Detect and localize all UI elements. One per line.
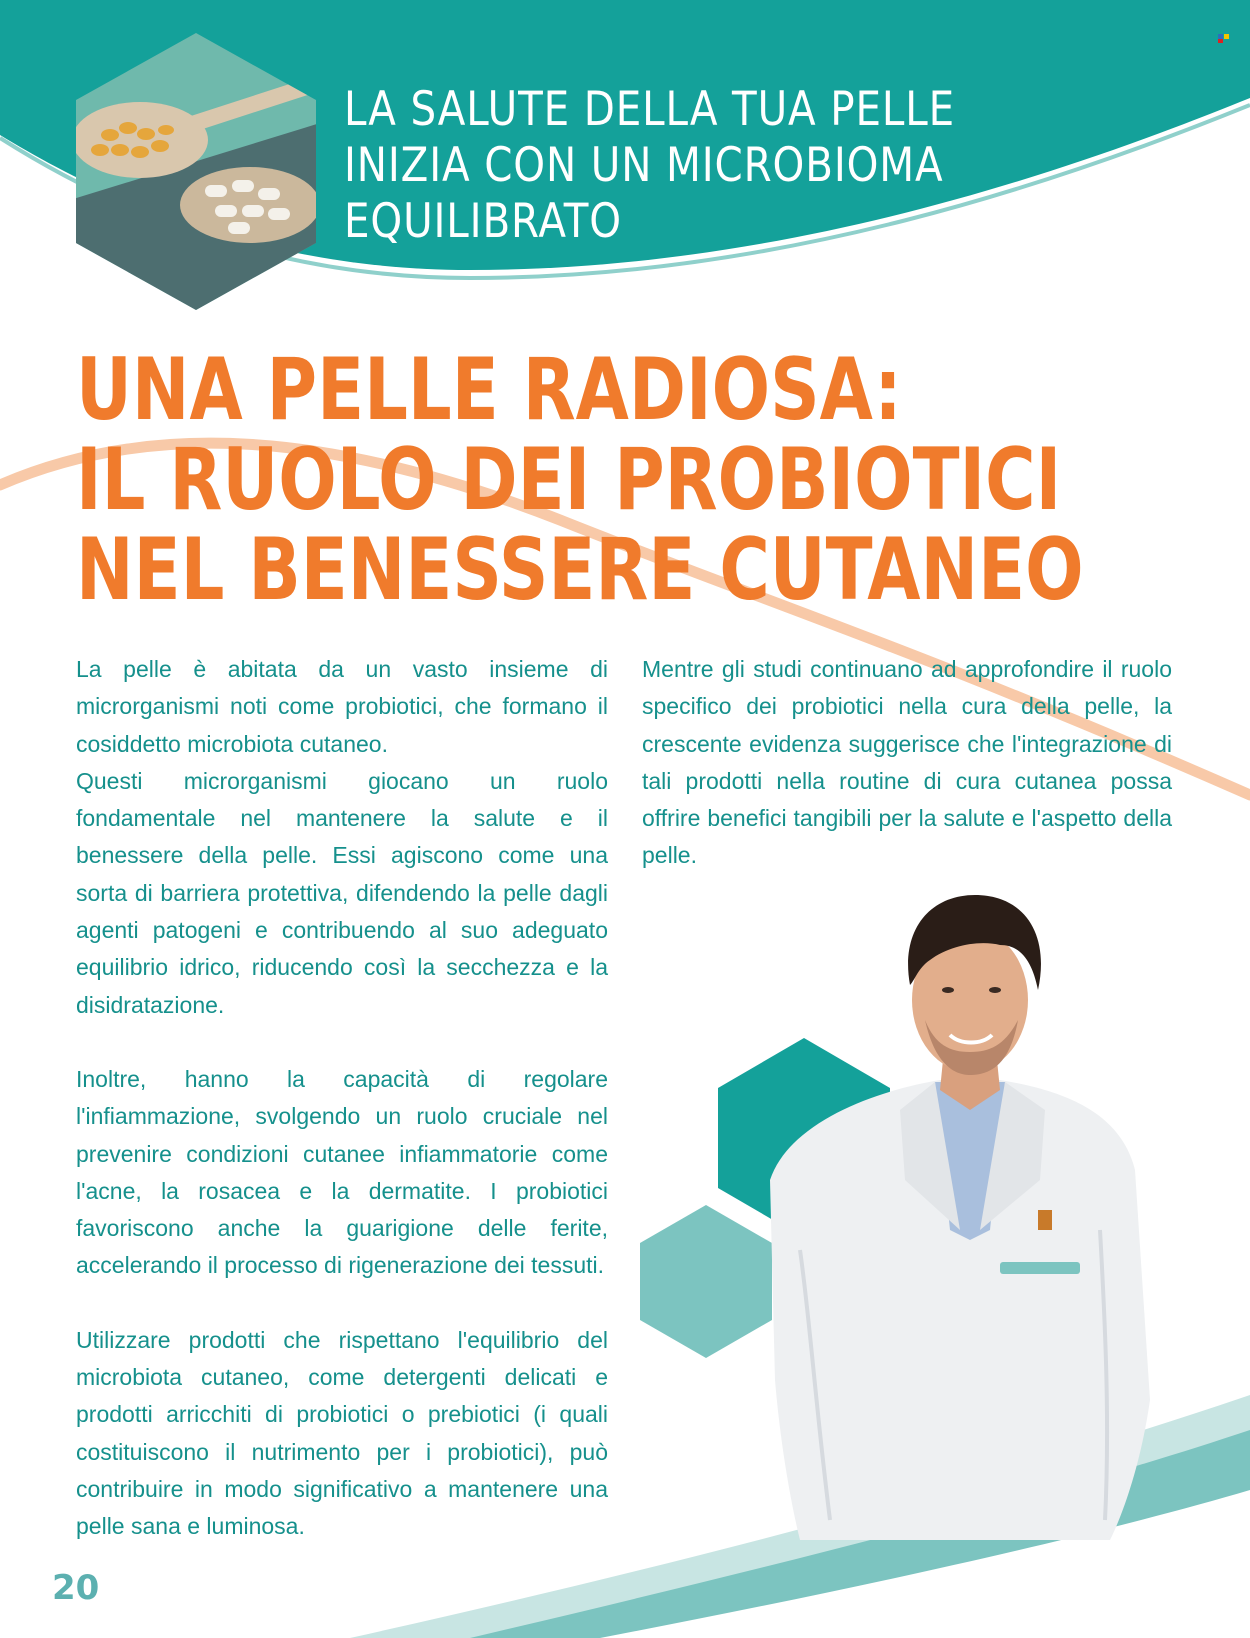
body-paragraph: Utilizzare prodotti che rispettano l'equilibrio del microbiota cutaneo, come detergenti delicati e prodotti arricchiti di probiotici o prebiotici (i quali costituiscono il nutrimento per i probiotici), può contribuire in modo significativo a mantenere una pelle sana e luminosa. bbox=[76, 1326, 608, 1540]
headline-line: UNA PELLE RADIOSA: bbox=[76, 340, 902, 440]
doctor-photo bbox=[770, 895, 1150, 1540]
article-headline bbox=[76, 340, 1084, 620]
headline-line: IL RUOLO DEI PROBIOTICI bbox=[76, 430, 1062, 530]
body-paragraph: Mentre gli studi continuano ad approfondire il ruolo specifico dei probiotici nella cura della pelle, la crescente evidenza suggerisce che l'integrazione di tali prodotti nella routine di cura cutanea possa offrire benefici tangibili per la salute e l'aspetto della pelle. bbox=[642, 656, 1172, 869]
body-column-right bbox=[642, 651, 1172, 875]
headline-line: NEL BENESSERE CUTANEO bbox=[76, 520, 1084, 620]
body-paragraph: Questi microrganismi giocano un ruolo fondamentale nel mantenere la salute e il benessere della pelle. Essi agiscono come una sorta di barriera protettiva, difendendo la pelle dagli agenti patogeni e contribuendo al suo adeguato equilibrio idrico, riducendo così la secchezza e la disidratazione. bbox=[76, 767, 608, 1018]
body-paragraph: Inoltre, hanno la capacità di regolare l'infiammazione, svolgendo un ruolo cruciale nel prevenire condizioni cutanee infiammatorie come l'acne, la rosacea e la dermatite. I probiotici favoriscono anche la guarigione delle ferite, accelerando il processo di rigenerazione dei tessuti. bbox=[76, 1065, 608, 1279]
header-title-line: EQUILIBRATO bbox=[344, 194, 622, 249]
header-title-line: LA SALUTE DELLA TUA PELLE bbox=[344, 82, 956, 137]
header-title-line: INIZIA CON UN MICROBIOMA bbox=[344, 138, 944, 193]
body-column-left bbox=[76, 651, 608, 1546]
hexagon-small bbox=[640, 1205, 772, 1358]
header-title bbox=[344, 82, 1049, 250]
body-paragraph: La pelle è abitata da un vasto insieme di microrganismi noti come probiotici, che formano il cosiddetto microbiota cutaneo. bbox=[76, 656, 608, 757]
page-number: 20 bbox=[52, 1568, 100, 1608]
